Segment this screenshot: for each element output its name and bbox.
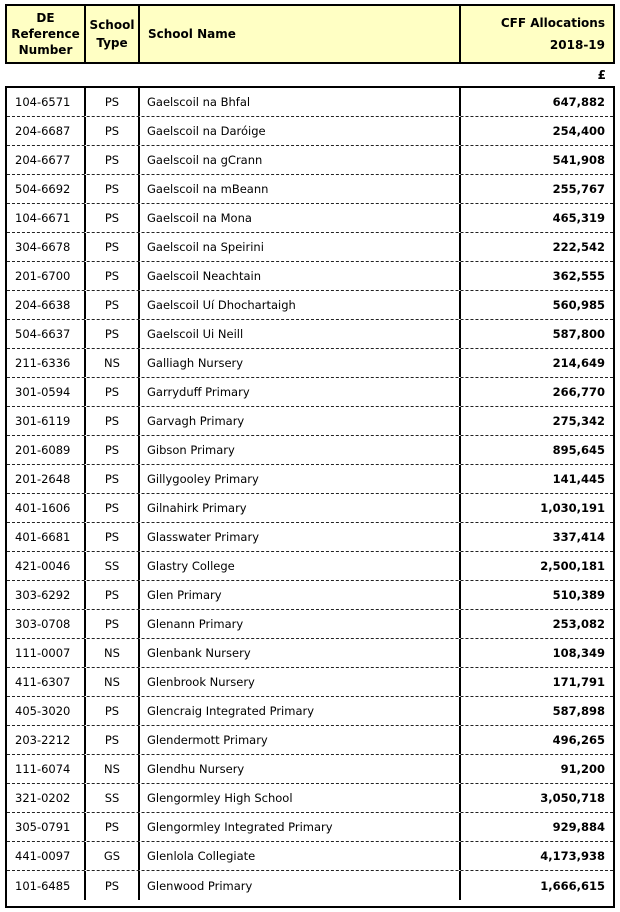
table-row <box>7 726 613 755</box>
cff-allocation-cell: 171,791 <box>552 675 605 689</box>
table-row <box>7 233 613 262</box>
header-school-name: School Name <box>140 6 461 62</box>
currency-symbol: £ <box>597 68 606 82</box>
school-type-cell: PS <box>86 378 140 406</box>
table-row <box>7 610 613 639</box>
table-row <box>7 784 613 813</box>
school-type-cell: PS <box>86 291 140 319</box>
cff-allocation-cell: 141,445 <box>552 472 605 486</box>
cff-allocation-cell: 91,200 <box>560 762 605 776</box>
header-type-line1: School <box>89 18 135 32</box>
reference-number-cell: 111-6074 <box>7 755 86 783</box>
reference-number-cell: 441-0097 <box>7 842 86 870</box>
school-type-cell: NS <box>86 639 140 667</box>
header-reference-number <box>7 6 86 62</box>
reference-number-cell: 203-2212 <box>7 726 86 754</box>
cff-allocation-cell: 465,319 <box>552 211 605 225</box>
cff-allocation-cell: 647,882 <box>552 95 605 109</box>
school-name-cell: Gibson Primary <box>140 436 461 464</box>
reference-number-cell: 504-6692 <box>7 175 86 203</box>
reference-number-cell: 104-6671 <box>7 204 86 232</box>
school-type-cell: NS <box>86 349 140 377</box>
school-name-cell: Gaelscoil na Speirini <box>140 233 461 261</box>
header-type-line2: Type <box>96 36 128 50</box>
table-row <box>7 262 613 291</box>
table-row <box>7 871 613 900</box>
cff-allocation-cell: 362,555 <box>552 269 605 283</box>
cff-allocation-cell: 895,645 <box>552 443 605 457</box>
table-row <box>7 552 613 581</box>
school-type-cell: NS <box>86 755 140 783</box>
header-cff-line2: 2018-19 <box>549 38 605 52</box>
school-name-cell: Glendermott Primary <box>140 726 461 754</box>
table-row <box>7 88 613 117</box>
school-name-cell: Gaelscoil na Bhfal <box>140 88 461 116</box>
school-name-cell: Glen Primary <box>140 581 461 609</box>
school-name-cell: Garvagh Primary <box>140 407 461 435</box>
cff-allocation-cell: 108,349 <box>552 646 605 660</box>
school-type-cell: PS <box>86 88 140 116</box>
school-name-cell: Glasswater Primary <box>140 523 461 551</box>
cff-allocation-cell: 4,173,938 <box>540 849 605 863</box>
school-name-cell: Galliagh Nursery <box>140 349 461 377</box>
cff-allocation-cell: 1,666,615 <box>540 878 605 893</box>
cff-allocation-cell: 560,985 <box>552 298 605 312</box>
reference-number-cell: 104-6571 <box>7 88 86 116</box>
table-row <box>7 349 613 378</box>
reference-number-cell: 305-0791 <box>7 813 86 841</box>
table-row <box>7 639 613 668</box>
school-name-cell: Gaelscoil na mBeann <box>140 175 461 203</box>
cff-allocation-cell: 929,884 <box>552 820 605 834</box>
school-name-cell: Glencraig Integrated Primary <box>140 697 461 725</box>
school-name-cell: Glengormley Integrated Primary <box>140 813 461 841</box>
table-row <box>7 175 613 204</box>
table-row <box>7 436 613 465</box>
school-type-cell: NS <box>86 668 140 696</box>
school-type-cell: PS <box>86 494 140 522</box>
school-name-cell: Gaelscoil Neachtain <box>140 262 461 290</box>
table-row <box>7 465 613 494</box>
reference-number-cell: 421-0046 <box>7 552 86 580</box>
header-ref-line3: Number <box>18 43 73 57</box>
school-name-cell: Glenwood Primary <box>140 871 461 900</box>
school-name-cell: Gilnahirk Primary <box>140 494 461 522</box>
table-row <box>7 146 613 175</box>
cff-allocation-cell: 222,542 <box>552 240 605 254</box>
school-type-cell: PS <box>86 813 140 841</box>
school-name-cell: Gillygooley Primary <box>140 465 461 493</box>
cff-allocation-cell: 1,030,191 <box>540 501 605 515</box>
cff-allocation-cell: 496,265 <box>552 733 605 747</box>
cff-allocation-cell: 266,770 <box>552 385 605 399</box>
allocations-table <box>5 86 615 908</box>
cff-allocation-cell: 275,342 <box>552 414 605 428</box>
cff-allocation-cell: 214,649 <box>552 356 605 370</box>
table-row <box>7 523 613 552</box>
cff-allocation-cell: 255,767 <box>552 182 605 196</box>
table-row <box>7 697 613 726</box>
school-type-cell: PS <box>86 320 140 348</box>
school-type-cell: PS <box>86 610 140 638</box>
school-type-cell: PS <box>86 233 140 261</box>
reference-number-cell: 211-6336 <box>7 349 86 377</box>
reference-number-cell: 201-6700 <box>7 262 86 290</box>
header-school-type <box>86 6 140 62</box>
cff-allocation-cell: 253,082 <box>552 617 605 631</box>
school-type-cell: GS <box>86 842 140 870</box>
school-type-cell: PS <box>86 262 140 290</box>
cff-allocation-cell: 337,414 <box>552 530 605 544</box>
table-row <box>7 291 613 320</box>
cff-allocation-cell: 254,400 <box>552 124 605 138</box>
school-name-cell: Glenbrook Nursery <box>140 668 461 696</box>
reference-number-cell: 504-6637 <box>7 320 86 348</box>
table-row <box>7 378 613 407</box>
school-name-cell: Glengormley High School <box>140 784 461 812</box>
school-name-cell: Glastry College <box>140 552 461 580</box>
school-type-cell: PS <box>86 871 140 900</box>
reference-number-cell: 303-0708 <box>7 610 86 638</box>
school-type-cell: PS <box>86 146 140 174</box>
table-row <box>7 813 613 842</box>
school-name-cell: Glenann Primary <box>140 610 461 638</box>
reference-number-cell: 201-2648 <box>7 465 86 493</box>
reference-number-cell: 411-6307 <box>7 668 86 696</box>
cff-allocation-cell: 587,800 <box>552 327 605 341</box>
school-type-cell: PS <box>86 726 140 754</box>
reference-number-cell: 301-0594 <box>7 378 86 406</box>
school-type-cell: PS <box>86 436 140 464</box>
school-type-cell: PS <box>86 117 140 145</box>
reference-number-cell: 303-6292 <box>7 581 86 609</box>
header-ref-line1: DE <box>36 11 55 25</box>
reference-number-cell: 405-3020 <box>7 697 86 725</box>
table-row <box>7 668 613 697</box>
school-name-cell: Gaelscoil Uí Dhochartaigh <box>140 291 461 319</box>
table-row <box>7 581 613 610</box>
school-name-cell: Glenlola Collegiate <box>140 842 461 870</box>
header-cff-line1: CFF Allocations <box>500 16 605 30</box>
school-type-cell: PS <box>86 204 140 232</box>
table-row <box>7 204 613 233</box>
school-name-cell: Gaelscoil na Daróige <box>140 117 461 145</box>
reference-number-cell: 321-0202 <box>7 784 86 812</box>
school-name-cell: Gaelscoil Ui Neill <box>140 320 461 348</box>
school-name-cell: Glenbank Nursery <box>140 639 461 667</box>
table-row <box>7 842 613 871</box>
reference-number-cell: 401-6681 <box>7 523 86 551</box>
reference-number-cell: 204-6677 <box>7 146 86 174</box>
school-type-cell: PS <box>86 697 140 725</box>
table-row <box>7 407 613 436</box>
reference-number-cell: 401-1606 <box>7 494 86 522</box>
school-type-cell: SS <box>86 552 140 580</box>
table-row <box>7 494 613 523</box>
school-name-cell: Garryduff Primary <box>140 378 461 406</box>
reference-number-cell: 204-6687 <box>7 117 86 145</box>
school-type-cell: PS <box>86 407 140 435</box>
header-cff-allocations <box>461 6 613 62</box>
school-type-cell: PS <box>86 465 140 493</box>
table-header <box>5 4 615 64</box>
cff-allocation-cell: 2,500,181 <box>540 559 605 573</box>
school-type-cell: PS <box>86 523 140 551</box>
cff-allocation-cell: 587,898 <box>552 704 605 718</box>
cff-allocation-cell: 510,389 <box>552 588 605 602</box>
school-name-cell: Glendhu Nursery <box>140 755 461 783</box>
table-row <box>7 320 613 349</box>
table-row <box>7 755 613 784</box>
reference-number-cell: 201-6089 <box>7 436 86 464</box>
school-type-cell: SS <box>86 784 140 812</box>
reference-number-cell: 304-6678 <box>7 233 86 261</box>
cff-allocation-cell: 541,908 <box>552 153 605 167</box>
school-name-cell: Gaelscoil na Mona <box>140 204 461 232</box>
cff-allocation-cell: 3,050,718 <box>540 791 605 805</box>
school-type-cell: PS <box>86 581 140 609</box>
reference-number-cell: 301-6119 <box>7 407 86 435</box>
reference-number-cell: 111-0007 <box>7 639 86 667</box>
reference-number-cell: 101-6485 <box>7 871 86 900</box>
school-type-cell: PS <box>86 175 140 203</box>
header-ref-line2: Reference <box>11 27 80 41</box>
reference-number-cell: 204-6638 <box>7 291 86 319</box>
table-row <box>7 117 613 146</box>
school-name-cell: Gaelscoil na gCrann <box>140 146 461 174</box>
